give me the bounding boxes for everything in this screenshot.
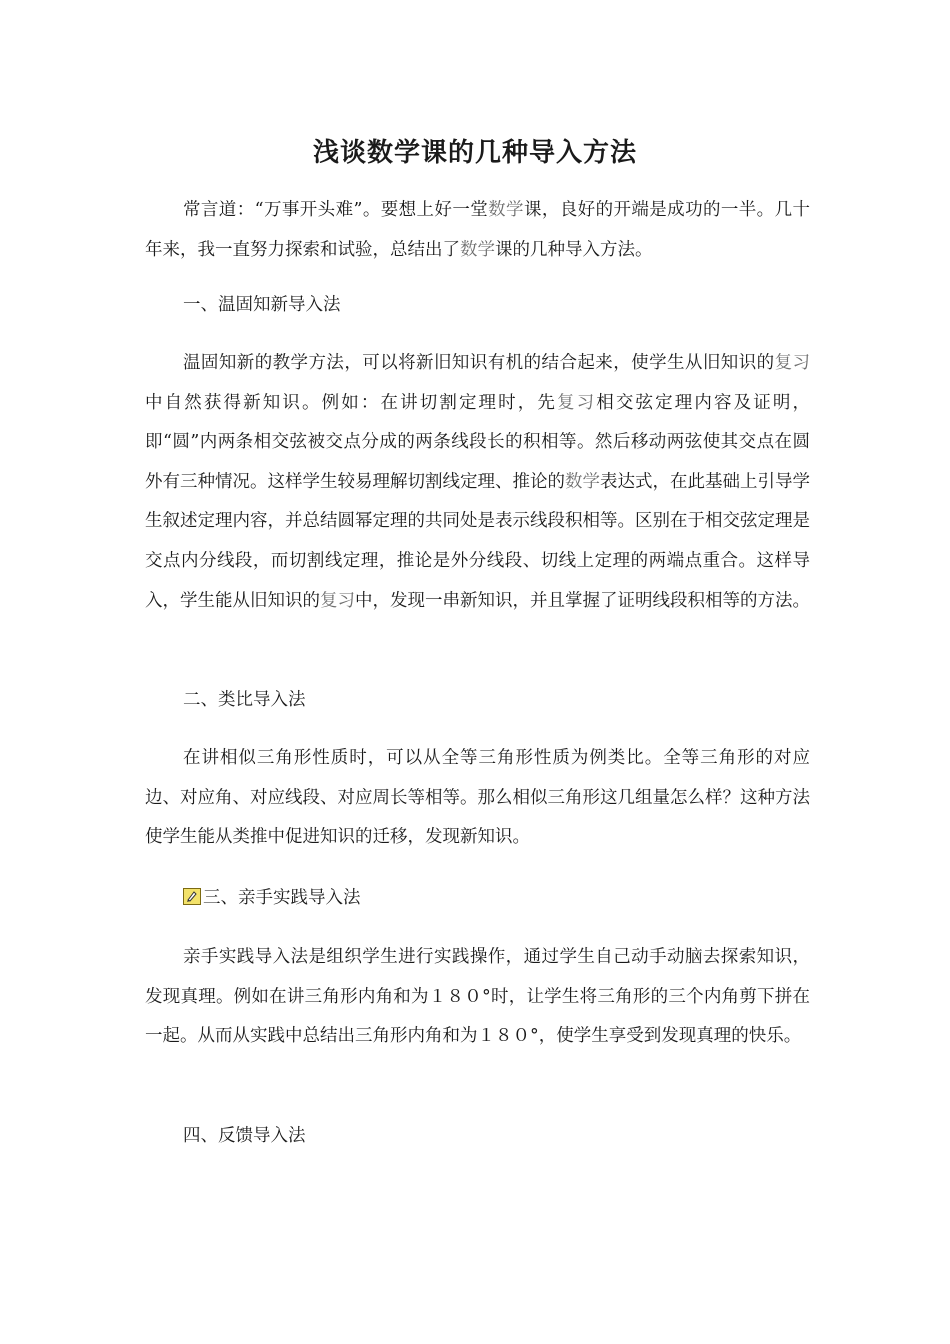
intro-text-3: 课的几种导入方法。 — [495, 239, 653, 260]
section-1-text-2: 中自然获得新知识。例如：在讲切割定理时，先 — [145, 392, 558, 413]
section-1-text-4: 表达式，在此基础上引导学生叙述定理内容，并总结圆幂定理的共同处是表示线段积相等。区别在于相交弦定理是交点内分线段，而切割线定理，推论是外分线段、切线上定理的两端点重合。这样导入，学生能从旧知识的 — [145, 471, 810, 611]
document-title: 浅谈数学课的几种导入方法 — [312, 138, 637, 168]
section-1-text-5: 中，发现一串新知识，并且掌握了证明线段积相等的方法。 — [355, 590, 810, 611]
section-1-text-1: 温固知新的教学方法，可以将新旧知识有机的结合起来，使学生从旧知识的 — [183, 353, 775, 373]
section-3-paragraph: 亲手实践导入法是组织学生进行实践操作，通过学生自己动手动脑去探索知识，发现真理。例如在讲三角形内角和为１８０°时，让学生将三角形的三个内角剪下拼在一起。从而从实践中总结出三角形内角和为１８０°，使学生享受到发现真理的快乐。 — [145, 947, 810, 1047]
section-1-text-3: 相交弦定理内容及证明，即“圆”内两条相交弦被交点分成的两条线段长的积相等。然后移动两弦使其交点在圆外有三种情况。这样学生较易理解切割线定理、推论的 — [145, 392, 811, 492]
math-link[interactable]: 数学 — [565, 471, 600, 492]
intro-paragraph — [145, 191, 810, 270]
math-link[interactable]: 数学 — [460, 239, 495, 260]
section-2-paragraph: 在讲相似三角形性质时，可以从全等三角形性质为例类比。全等三角形的对应边、对应角、对应线段、对应周长等相等。那么相似三角形这几组量怎么样？这种方法使学生能从类推中促进知识的迁移，发现新知识。 — [145, 748, 810, 848]
review-link[interactable]: 复习 — [557, 392, 597, 413]
review-link[interactable]: 复习 — [774, 353, 811, 373]
section-heading-3-label: 三、亲手实践导入法 — [203, 888, 361, 908]
intro-text-2: 课，良好的开端是成功的一半。几十年来，我一直努力探索和试验，总结出了 — [145, 200, 810, 260]
section-heading-4: 四、反馈导入法 — [183, 1126, 306, 1146]
edit-paste-icon[interactable] — [183, 888, 201, 905]
section-heading-3 — [183, 883, 361, 913]
section-heading-1: 一、温固知新导入法 — [183, 295, 341, 315]
math-link[interactable]: 数学 — [488, 200, 524, 220]
review-link[interactable]: 复习 — [320, 590, 355, 611]
section-heading-2: 二、类比导入法 — [183, 690, 306, 710]
intro-text-1: 常言道：“万事开头难”。要想上好一堂 — [183, 200, 489, 220]
section-1-paragraph — [145, 344, 810, 621]
